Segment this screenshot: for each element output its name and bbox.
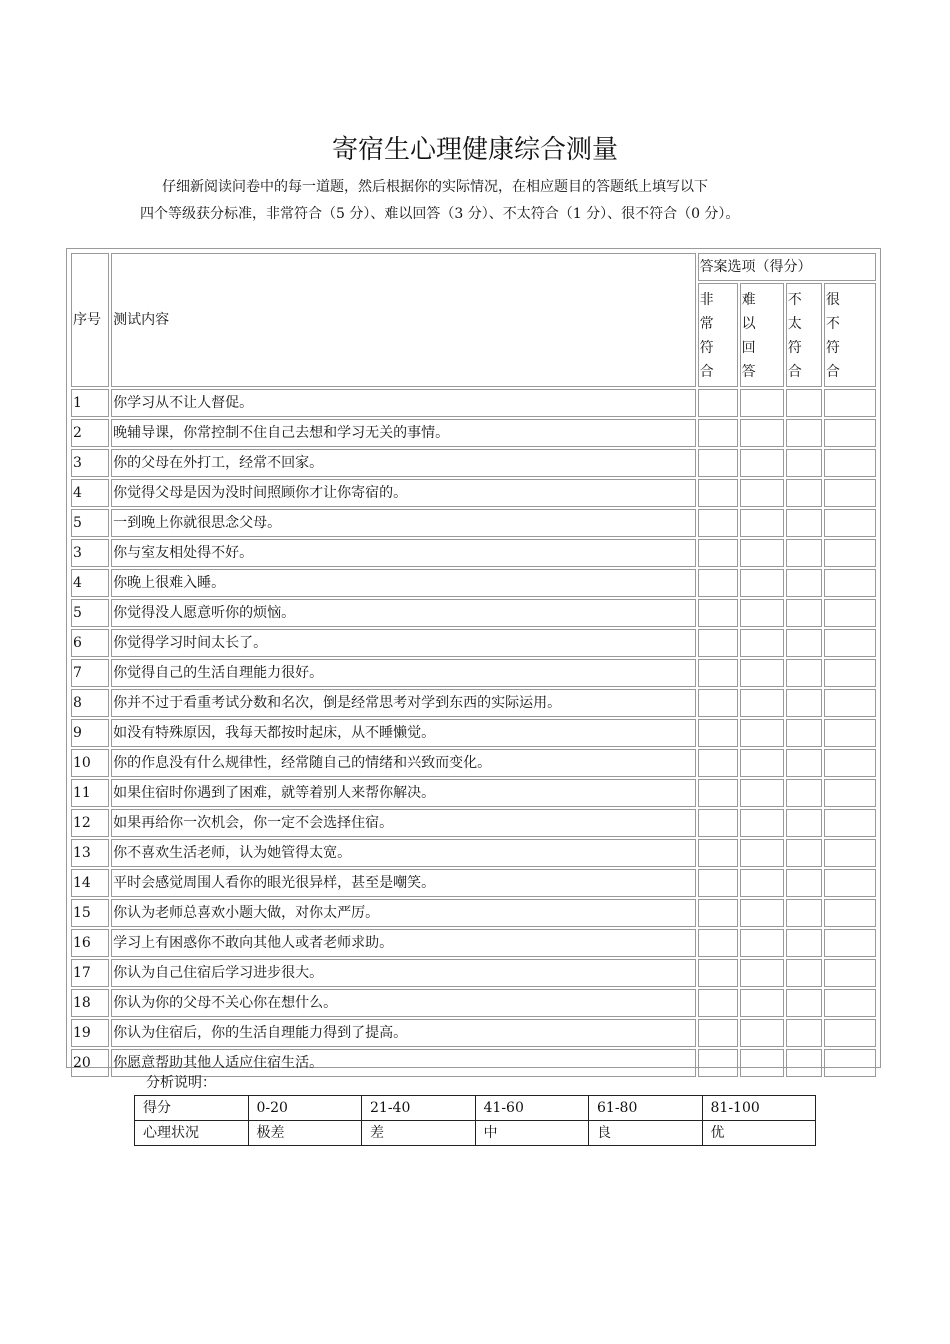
answer-cell[interactable] [740,899,784,927]
answer-cell[interactable] [824,869,876,897]
answer-cell[interactable] [824,839,876,867]
question-row [71,869,876,897]
answer-cell[interactable] [698,869,738,897]
question-number: 1 [71,389,109,417]
question-text: 你认为你的父母不关心你在想什么。 [111,989,695,1017]
state-cell: 优 [702,1121,816,1146]
answer-cell[interactable] [740,719,784,747]
question-text: 你不喜欢生活老师，认为她管得太宽。 [111,839,695,867]
question-text: 你学习从不让人督促。 [111,389,695,417]
question-text: 你晚上很难入睡。 [111,569,695,597]
answer-cell[interactable] [824,419,876,447]
answer-cell[interactable] [786,749,822,777]
state-header: 心理状况 [135,1121,249,1146]
question-number: 11 [71,779,109,807]
question-row [71,569,876,597]
question-row [71,509,876,537]
answer-cell[interactable] [786,539,822,567]
answer-cell[interactable] [786,929,822,957]
question-number: 14 [71,869,109,897]
header-seq: 序号 [71,253,109,387]
option-very-consistent: 非 常 符 合 [698,283,738,387]
answer-cell[interactable] [786,689,822,717]
answer-cell[interactable] [786,959,822,987]
question-text: 你觉得没人愿意听你的烦恼。 [111,599,695,627]
question-row [71,959,876,987]
question-text: 你觉得父母是因为没时间照顾你才让你寄宿的。 [111,479,695,507]
question-text: 学习上有困惑你不敢向其他人或者老师求助。 [111,929,695,957]
question-number: 18 [71,989,109,1017]
answer-cell[interactable] [824,899,876,927]
answer-cell[interactable] [786,869,822,897]
answer-cell[interactable] [824,1049,876,1077]
answer-cell[interactable] [740,569,784,597]
answer-cell[interactable] [786,389,822,417]
answer-cell[interactable] [698,479,738,507]
question-number: 12 [71,809,109,837]
question-row [71,899,876,927]
answer-cell[interactable] [698,779,738,807]
answer-cell[interactable] [698,1019,738,1047]
question-text: 如果住宿时你遇到了困难，就等着别人来帮你解决。 [111,779,695,807]
answer-cell[interactable] [698,659,738,687]
score-range-cell: 41-60 [475,1096,589,1121]
answer-cell[interactable] [824,509,876,537]
answer-cell[interactable] [698,719,738,747]
answer-cell[interactable] [740,779,784,807]
answer-cell[interactable] [698,1049,738,1077]
question-row [71,929,876,957]
score-range-cell: 61-80 [589,1096,703,1121]
question-text: 你的父母在外打工，经常不回家。 [111,449,695,477]
answer-cell[interactable] [824,809,876,837]
question-text: 晚辅导课，你常控制不住自己去想和学习无关的事情。 [111,419,695,447]
score-range-cell: 21-40 [362,1096,476,1121]
option-very-inconsistent: 很 不 符 合 [824,283,876,387]
mental-state-row [135,1121,816,1146]
option-not-quite-consistent: 不 太 符 合 [786,283,822,387]
answer-cell[interactable] [740,659,784,687]
answer-cell[interactable] [786,1019,822,1047]
answer-cell[interactable] [740,509,784,537]
answer-cell[interactable] [786,899,822,927]
question-number: 7 [71,659,109,687]
question-text: 你与室友相处得不好。 [111,539,695,567]
question-row [71,1019,876,1047]
question-number: 6 [71,629,109,657]
answer-cell[interactable] [698,929,738,957]
answer-cell[interactable] [824,659,876,687]
instructions [140,174,820,228]
answer-cell[interactable] [824,449,876,477]
answer-cell[interactable] [698,539,738,567]
header-content: 测试内容 [111,253,695,387]
question-number: 16 [71,929,109,957]
answer-cell[interactable] [824,1019,876,1047]
answer-cell[interactable] [698,389,738,417]
score-range-cell: 81-100 [702,1096,816,1121]
answer-cell[interactable] [824,389,876,417]
question-number: 5 [71,599,109,627]
answer-cell[interactable] [786,419,822,447]
answer-cell[interactable] [740,539,784,567]
question-number: 4 [71,569,109,597]
question-text: 你并不过于看重考试分数和名次，倒是经常思考对学到东西的实际运用。 [111,689,695,717]
question-row [71,989,876,1017]
answer-cell[interactable] [824,599,876,627]
answer-cell[interactable] [698,839,738,867]
answer-cell[interactable] [740,629,784,657]
answer-cell[interactable] [824,479,876,507]
question-row [71,839,876,867]
question-text: 你认为自己住宿后学习进步很大。 [111,959,695,987]
answer-cell[interactable] [698,599,738,627]
answer-cell[interactable] [786,719,822,747]
question-text: 如没有特殊原因，我每天都按时起床，从不睡懒觉。 [111,719,695,747]
answer-cell[interactable] [740,839,784,867]
question-text: 你觉得自己的生活自理能力很好。 [111,659,695,687]
answer-cell[interactable] [698,629,738,657]
answer-cell[interactable] [786,989,822,1017]
answer-cell[interactable] [740,869,784,897]
answer-cell[interactable] [740,449,784,477]
question-number: 9 [71,719,109,747]
question-number: 15 [71,899,109,927]
option-hard-to-answer: 难 以 回 答 [740,283,784,387]
answer-cell[interactable] [740,749,784,777]
answer-cell[interactable] [740,1019,784,1047]
analysis-label: 分析说明： [146,1075,216,1091]
score-header: 得分 [135,1096,249,1121]
answer-cell[interactable] [824,929,876,957]
question-row [71,449,876,477]
answer-cell[interactable] [698,569,738,597]
answer-cell[interactable] [740,599,784,627]
score-interpretation-table [134,1095,816,1146]
answer-cell[interactable] [698,749,738,777]
question-number: 3 [71,449,109,477]
answer-cell[interactable] [824,779,876,807]
page-title: 寄宿生心理健康综合测量 [331,135,618,165]
answer-cell[interactable] [786,809,822,837]
question-text: 你愿意帮助其他人适应住宿生活。 [111,1049,695,1077]
answer-cell[interactable] [824,629,876,657]
question-number: 10 [71,749,109,777]
question-number: 19 [71,1019,109,1047]
answer-cell[interactable] [698,509,738,537]
answer-cell[interactable] [824,539,876,567]
answer-cell[interactable] [740,959,784,987]
answer-cell[interactable] [786,599,822,627]
question-row [71,599,876,627]
question-number: 4 [71,479,109,507]
answer-cell[interactable] [740,389,784,417]
state-cell: 良 [589,1121,703,1146]
question-row [71,749,876,777]
answer-cell[interactable] [698,419,738,447]
question-row [71,689,876,717]
question-row [71,629,876,657]
answer-cell[interactable] [698,449,738,477]
answer-cell[interactable] [698,689,738,717]
answer-cell[interactable] [740,419,784,447]
answer-cell[interactable] [824,749,876,777]
question-row [71,719,876,747]
question-number: 13 [71,839,109,867]
score-range-row [135,1096,816,1121]
question-row [71,659,876,687]
instructions-line-2: 四个等级获分标准，非常符合（5 分）、难以回答（3 分）、不太符合（1 分）、很不符合（0 分）。 [140,206,740,222]
answer-cell[interactable] [786,659,822,687]
question-row [71,389,876,417]
question-row [71,779,876,807]
question-text: 平时会感觉周围人看你的眼光很异样，甚至是嘲笑。 [111,869,695,897]
answer-cell[interactable] [786,629,822,657]
survey-header-row [71,253,876,281]
question-number: 2 [71,419,109,447]
answer-cell[interactable] [824,959,876,987]
score-range-cell: 0-20 [248,1096,362,1121]
answer-cell[interactable] [740,1049,784,1077]
answer-cell[interactable] [824,569,876,597]
answer-cell[interactable] [786,569,822,597]
state-cell: 中 [475,1121,589,1146]
answer-cell[interactable] [740,929,784,957]
question-number: 20 [71,1049,109,1077]
question-number: 3 [71,539,109,567]
question-number: 8 [71,689,109,717]
question-text: 你觉得学习时间太长了。 [111,629,695,657]
question-text: 如果再给你一次机会，你一定不会选择住宿。 [111,809,695,837]
survey-table-frame [66,248,881,1071]
header-options-group: 答案选项（得分） [698,253,876,281]
answer-cell[interactable] [786,1049,822,1077]
answer-cell[interactable] [786,779,822,807]
answer-cell[interactable] [824,989,876,1017]
question-row [71,539,876,567]
answer-cell[interactable] [698,959,738,987]
answer-cell[interactable] [740,809,784,837]
question-text: 一到晚上你就很思念父母。 [111,509,695,537]
question-row [71,809,876,837]
answer-cell[interactable] [740,479,784,507]
answer-cell[interactable] [786,449,822,477]
answer-cell[interactable] [786,509,822,537]
answer-cell[interactable] [698,809,738,837]
answer-cell[interactable] [740,689,784,717]
answer-cell[interactable] [824,689,876,717]
survey-table [69,251,878,1079]
instructions-line-1: 仔细新阅读问卷中的每一道题，然后根据你的实际情况，在相应题目的答题纸上填写以下 [162,179,708,195]
answer-cell[interactable] [786,839,822,867]
question-text: 你的作息没有什么规律性，经常随自己的情绪和兴致而变化。 [111,749,695,777]
answer-cell[interactable] [786,479,822,507]
state-cell: 极差 [248,1121,362,1146]
question-row [71,419,876,447]
answer-cell[interactable] [698,989,738,1017]
answer-cell[interactable] [698,899,738,927]
question-number: 17 [71,959,109,987]
question-row [71,479,876,507]
question-text: 你认为老师总喜欢小题大做，对你太严厉。 [111,899,695,927]
answer-cell[interactable] [740,989,784,1017]
question-number: 5 [71,509,109,537]
answer-cell[interactable] [824,719,876,747]
state-cell: 差 [362,1121,476,1146]
question-text: 你认为住宿后，你的生活自理能力得到了提高。 [111,1019,695,1047]
